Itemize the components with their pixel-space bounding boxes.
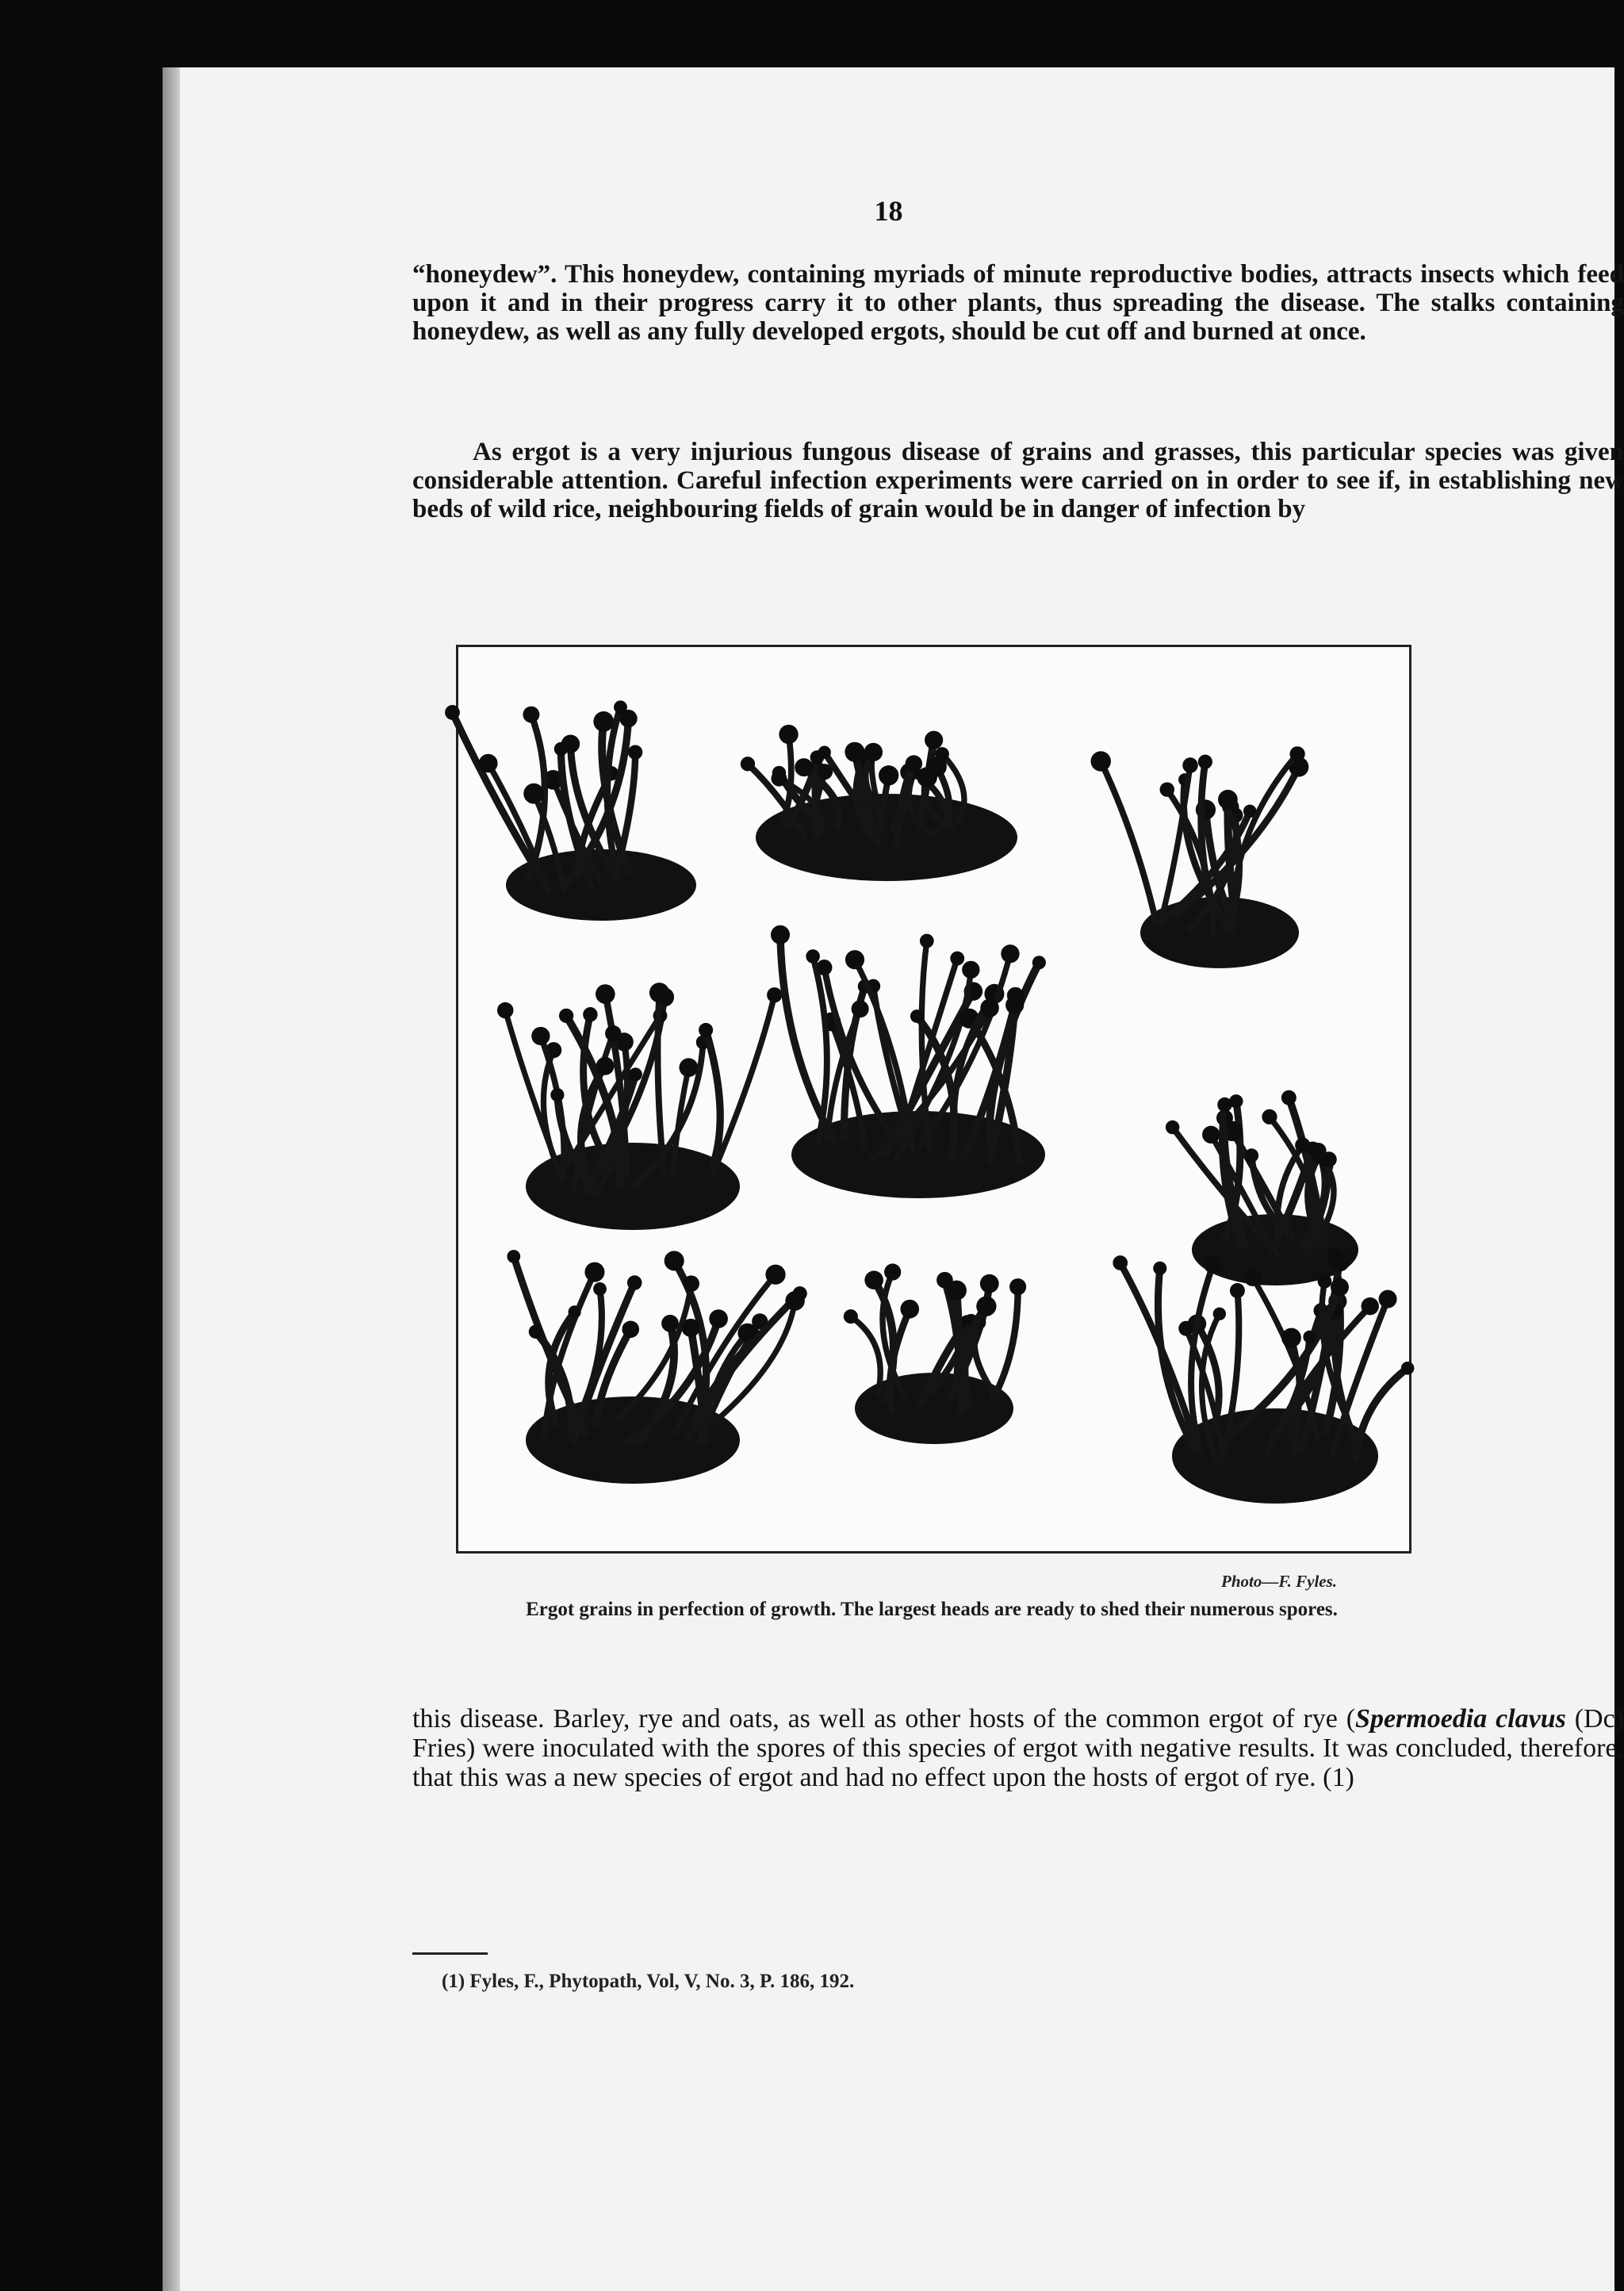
ergot-stalk	[1101, 761, 1156, 922]
ergot-head	[1032, 956, 1046, 969]
ergot-stalk	[901, 959, 957, 1136]
ergot-head	[884, 1263, 901, 1280]
document-page	[163, 67, 1624, 2291]
page-number: 18	[874, 195, 903, 227]
ergot-head	[622, 1320, 639, 1338]
ergot-head	[1312, 1150, 1325, 1163]
ergot-head	[1289, 746, 1304, 761]
paragraph-inoculation-part-2: (Dc) Fries) were inoculated with the spores of this species of ergot with negative results. It was concluded, therefore, that this was a new species of ergot and had no effect upon the hosts of ergot of rye. (1)	[412, 1704, 1624, 1792]
ergot-cluster	[445, 700, 696, 921]
ergot-stalk	[994, 1287, 1018, 1399]
ergot-head	[1213, 1308, 1226, 1320]
ergot-head	[1182, 757, 1198, 773]
ergot-head	[1281, 1328, 1301, 1348]
ergot-photograph	[456, 645, 1411, 1554]
ergot-head	[596, 1057, 615, 1075]
ergot-head	[619, 710, 637, 727]
ergot-cluster	[1090, 746, 1308, 968]
ergot-head	[679, 1058, 698, 1077]
ergot-cluster	[771, 925, 1046, 1198]
ergot-head	[665, 1251, 684, 1270]
ergot-head	[497, 1002, 514, 1019]
ergot-head	[1262, 1109, 1277, 1124]
ergot-head	[879, 765, 898, 785]
footnote-rule	[412, 1952, 488, 1955]
ergot-head	[523, 707, 539, 723]
ergot-head	[568, 1305, 580, 1318]
ergot-head	[845, 950, 864, 969]
ergot-head	[1230, 1283, 1245, 1298]
ergot-head	[1329, 1251, 1350, 1272]
ergot-cluster	[844, 1263, 1026, 1444]
ergot-head	[795, 758, 813, 776]
ergot-head	[980, 998, 999, 1017]
ergot-head	[1202, 1126, 1220, 1144]
ergot-head	[479, 754, 498, 773]
ergot-head	[920, 934, 934, 948]
ergot-head	[1113, 1255, 1128, 1270]
ergot-head	[1331, 1278, 1349, 1297]
ergot-head	[627, 1275, 642, 1290]
ergot-head	[1295, 1137, 1310, 1152]
ergot-head	[584, 1262, 604, 1282]
paragraph-inoculation	[412, 1704, 1624, 1792]
ergot-cluster	[741, 725, 1017, 881]
footnote: (1) Fyles, F., Phytopath, Vol, V, No. 3, P. 186, 192.	[442, 1971, 855, 1992]
ergot-head	[1218, 790, 1238, 810]
ergot-head	[605, 1025, 621, 1041]
ergot-head	[682, 1319, 700, 1337]
ergot-head	[864, 743, 883, 761]
ergot-head	[741, 757, 755, 771]
ergot-head	[962, 961, 979, 979]
ergot-head	[709, 1309, 728, 1328]
ergot-head	[765, 1265, 785, 1285]
paragraph-honeydew: “honeydew”. This honeydew, containing myriads of minute reproductive bodies, attracts insects which feed upon it and in their progress carry it to other plants, thus spreading the disease. The stalks containing honeydew, as well as any fully developed ergots, should be cut off and burned at once.	[412, 260, 1624, 346]
ergot-head	[1217, 1098, 1232, 1113]
ergot-head	[771, 925, 790, 944]
ergot-head	[628, 745, 642, 759]
ergot-head	[779, 725, 798, 744]
ergot-head	[1204, 1255, 1223, 1274]
ergot-head	[699, 1023, 713, 1037]
ergot-head	[906, 755, 923, 772]
ergot-head	[1178, 1321, 1193, 1336]
ergot-head	[910, 1009, 924, 1023]
ergot-head	[980, 1274, 999, 1293]
ergot-head	[550, 1088, 564, 1101]
ergot-head	[593, 711, 614, 732]
ergot-head	[445, 705, 460, 720]
ergot-head	[1379, 1290, 1397, 1308]
ergot-grains-illustration	[458, 647, 1409, 1551]
ergot-head	[771, 771, 787, 787]
ergot-head	[1166, 1121, 1179, 1134]
ergot-head	[596, 984, 615, 1004]
ergot-head	[593, 1282, 607, 1296]
ergot-head	[925, 731, 943, 749]
ergot-head	[507, 1250, 520, 1263]
ergot-stalk	[713, 995, 775, 1174]
ergot-head	[561, 734, 580, 753]
ergot-head	[1153, 1262, 1166, 1275]
ergot-head	[1090, 751, 1110, 771]
ergot-cluster	[497, 983, 782, 1230]
ergot-head	[683, 1275, 699, 1292]
ergot-head	[1005, 996, 1024, 1014]
ergot-head	[976, 1297, 996, 1316]
ergot-cluster	[507, 1250, 806, 1484]
ergot-stalk	[956, 1290, 959, 1390]
ergot-head	[1318, 1274, 1332, 1289]
ergot-head	[1362, 1297, 1379, 1315]
ergot-head	[864, 1270, 883, 1289]
ergot-head	[559, 1009, 573, 1023]
ergot-head	[950, 952, 964, 966]
photo-credit: Photo—F. Fyles.	[1221, 1572, 1338, 1591]
species-name: Spermoedia clavus	[1355, 1704, 1566, 1734]
ergot-stalk	[706, 1030, 720, 1165]
ergot-head	[531, 1027, 550, 1045]
ergot-head	[1198, 755, 1212, 769]
ergot-cluster	[1113, 1247, 1414, 1504]
ergot-head	[529, 1325, 543, 1339]
figure-caption: Ergot grains in perfection of growth. The largest heads are ready to shed their numerous spores.	[526, 1599, 1338, 1620]
ergot-head	[818, 746, 831, 759]
ergot-head	[785, 1291, 805, 1311]
ergot-head	[1401, 1362, 1415, 1375]
book-spine-shadow	[163, 67, 180, 2291]
ergot-head	[767, 987, 782, 1002]
ergot-stalk	[1232, 754, 1297, 918]
ergot-head	[844, 1309, 858, 1324]
paragraph-ergot-infection: As ergot is a very injurious fungous disease of grains and grasses, this particular species was given considerable attention. Careful infection experiments were carried on in order to see if, in establishing new beds of wild rice, neighbouring fields of grain would be in danger of infection by	[412, 438, 1624, 523]
ergot-head	[900, 1300, 919, 1319]
ergot-head	[661, 1315, 679, 1332]
paragraph-inoculation-part-1: this disease. Barley, rye and oats, as well as other hosts of the common ergot of rye (	[412, 1704, 1356, 1734]
ergot-head	[1009, 1278, 1026, 1295]
ergot-head	[649, 983, 669, 1002]
ergot-head	[1160, 782, 1174, 796]
ergot-head	[1001, 944, 1019, 963]
ergot-head	[1281, 1090, 1297, 1105]
ergot-head	[583, 1007, 597, 1021]
ergot-stalk	[851, 1316, 880, 1393]
ergot-head	[806, 949, 820, 964]
ergot-head	[1244, 1148, 1258, 1163]
ergot-head	[852, 1000, 869, 1017]
ergot-head	[1244, 1269, 1262, 1286]
ergot-head	[1303, 1331, 1316, 1343]
ergot-head	[845, 742, 864, 762]
ergot-head	[947, 1281, 967, 1301]
ergot-head	[917, 767, 937, 787]
ergot-head	[523, 783, 544, 804]
ergot-head	[629, 1067, 642, 1081]
